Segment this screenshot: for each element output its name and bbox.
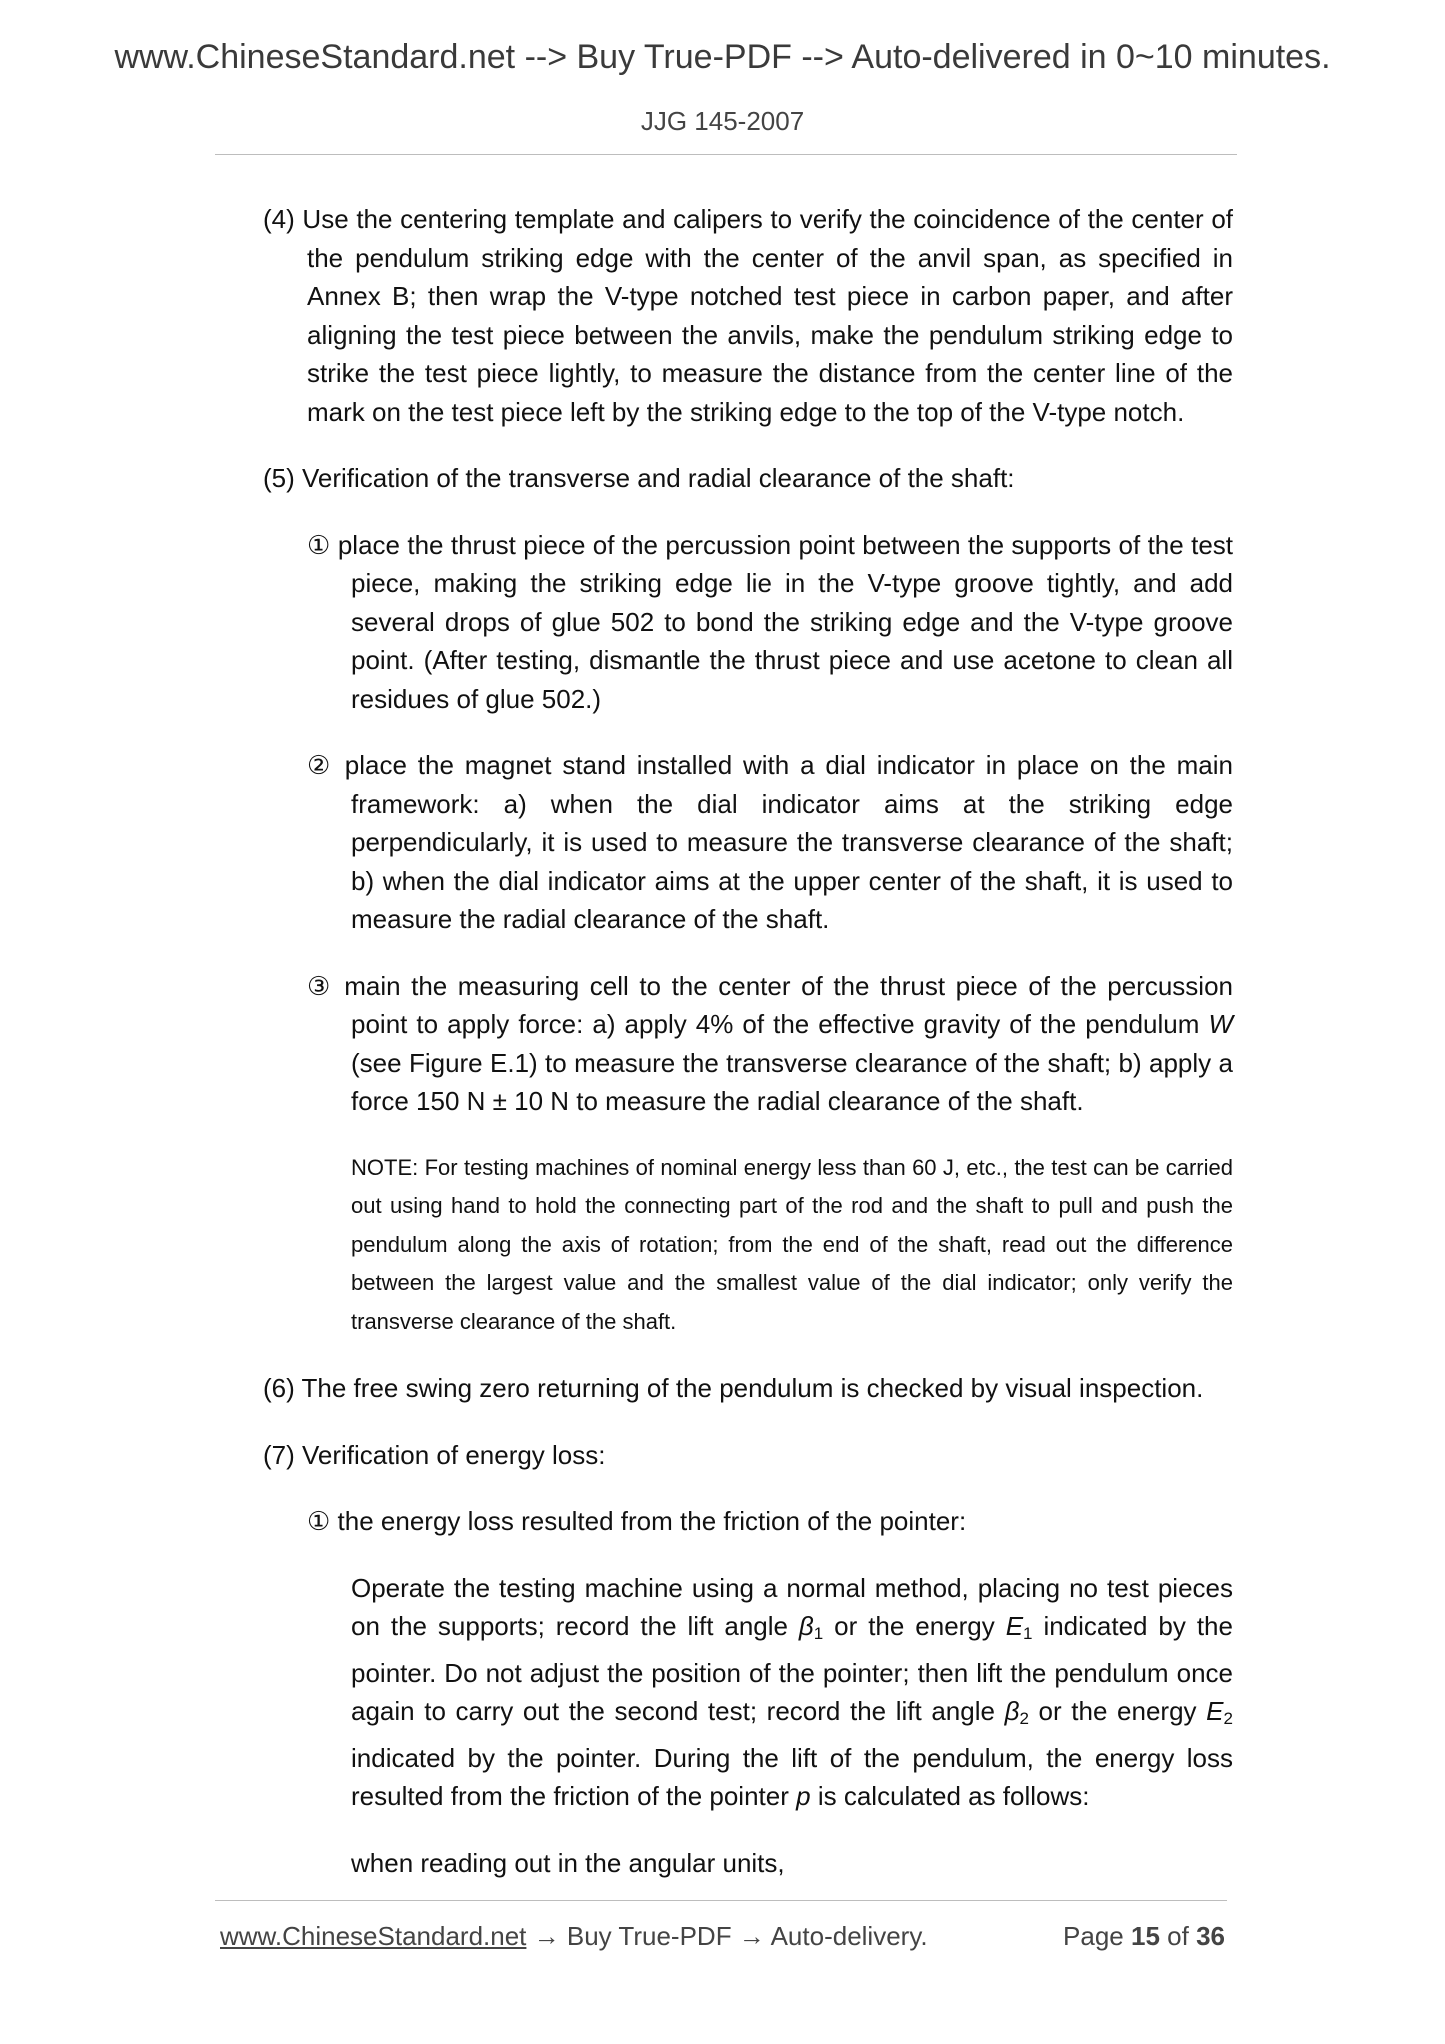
- paragraph-5: (5) Verification of the transverse and radial clearance of the shaft:: [263, 463, 1015, 493]
- footer-divider: [215, 1900, 1227, 1901]
- paragraph-7: (7) Verification of energy loss:: [263, 1439, 606, 1470]
- item-5-3-text-b: (see Figure E.1) to measure the transverse clearance of the shaft; b) apply a force 150 N ± 10 N to measure the radial clearance of the shaft.: [351, 1047, 1233, 1116]
- top-banner: www.ChineseStandard.net --> Buy True-PDF --> Auto-delivered in 0~10 minutes.: [114, 38, 1331, 76]
- page-total: 36: [1196, 1921, 1225, 1951]
- footer-left: [220, 1921, 928, 1952]
- var-beta-1: $\beta_1$: [798, 1611, 824, 1643]
- item-7-1: ① the energy loss resulted from the friction of the pointer:: [307, 1506, 967, 1536]
- item-5-3: [307, 967, 1233, 1121]
- page-number: 15: [1131, 1921, 1160, 1951]
- footer-tagline: → Buy True-PDF → Auto-delivery.: [533, 1921, 928, 1951]
- var-w: W: [1208, 1009, 1233, 1039]
- standard-number: JJG 145-2007: [640, 106, 805, 136]
- angular-units-line: when reading out in the angular units,: [351, 1847, 785, 1878]
- header-divider: [215, 154, 1237, 155]
- op-text-3: indicated by the pointer. Do not adjust the position of the pointer; then lift the pendulum once again to carry out the second test; record the lift angle: [351, 1611, 1233, 1726]
- op-text-5: is calculated as follows:: [817, 1781, 1090, 1811]
- op-text-or: or the energy: [1038, 1696, 1197, 1726]
- paragraph-4: (4) Use the centering template and calipers to verify the coincidence of the center of the pendulum striking edge with the center of the anvil span, as specified in Annex B; then wrap the V-type notched test piece in carbon paper, and after aligning the test piece between the anvils, make the pendulum striking edge to strike the test piece lightly, to measure the distance from the center line of the mark on the test piece left by the striking edge to the top of the V-type notch.: [263, 204, 1233, 427]
- op-text-2: or the energy: [834, 1611, 995, 1641]
- var-e-2: $E_2$: [1206, 1696, 1233, 1728]
- footer-site-link[interactable]: www.ChineseStandard.net: [220, 1921, 527, 1951]
- page-indicator: [1063, 1921, 1225, 1952]
- item-5-2: ② place the magnet stand installed with a dial indicator in place on the main framework: a) when the dial indicator aims at the striking edge perpendicularly, it is used to measure the transverse clearance of the shaft; b) when the dial indicator aims at the upper center of the shaft, it is used to measure the radial clearance of the shaft.: [307, 750, 1233, 934]
- var-e-1: $E_1$: [1005, 1611, 1033, 1643]
- var-beta-2: $\beta_2$: [1004, 1696, 1029, 1728]
- document-body: [263, 200, 1233, 1910]
- note: NOTE: For testing machines of nominal energy less than 60 J, etc., the test can be carried out using hand to hold the connecting part of the rod and the shaft to pull and push the pendulum along the axis of rotation; from the end of the shaft, read out the difference between the largest value and the smallest value of the dial indicator; only verify the transverse clearance of the shaft.: [351, 1154, 1233, 1334]
- item-5-3-text-a: ③ main the measuring cell to the center of the thrust piece of the percussion point to apply force: a) apply 4% of the effective gravity of the pendulum: [307, 970, 1233, 1039]
- item-5-1: ① place the thrust piece of the percussion point between the supports of the test piece, making the striking edge lie in the V-type groove tightly, and add several drops of glue 502 to bond the striking edge and the V-type groove point. (After testing, dismantle the thrust piece and use acetone to clean all residues of glue 502.): [307, 529, 1233, 714]
- of-word: of: [1167, 1921, 1189, 1951]
- var-p: p: [796, 1781, 811, 1811]
- paragraph-6: (6) The free swing zero returning of the pendulum is checked by visual inspection.: [263, 1373, 1204, 1403]
- op-text-1: Operate the testing machine using a normal method, placing no test pieces on the supports; record the lift angle: [351, 1572, 1233, 1641]
- page-word: Page: [1063, 1921, 1124, 1951]
- op-text-4: indicated by the pointer. During the lift of the pendulum, the energy loss resulted from the friction of the pointer: [351, 1742, 1233, 1811]
- operation-paragraph: [351, 1569, 1233, 1816]
